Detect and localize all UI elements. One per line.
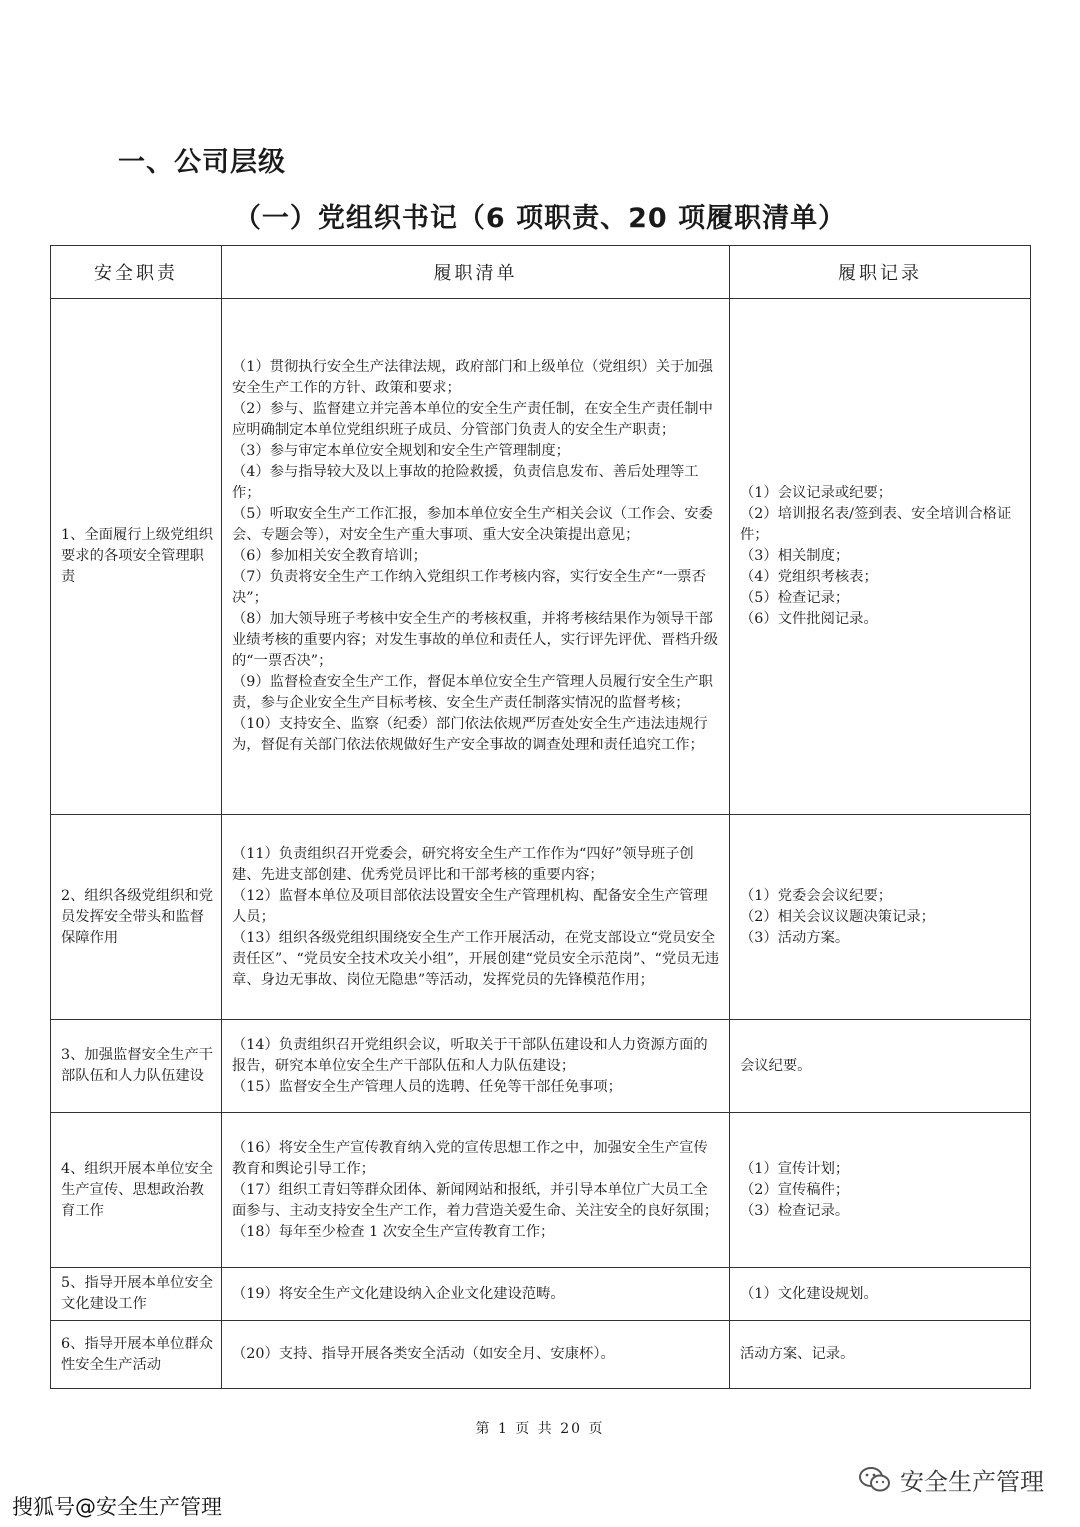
checklist-item: （13）组织各级党组织围绕安全生产工作开展活动，在党支部设立“党员安全责任区”、“党员安全技术攻关小组”，开展创建“党员安全示范岗”、“党员无违章、身边无事故、岗位无隐患”等活动，发挥党员的先锋模范作用； — [232, 929, 720, 988]
record-item: 会议纪要。 — [740, 1057, 812, 1074]
checklist-item: （17）组织工青妇等群众团体、新闻网站和报纸，并引导本单位广大员工全面参与、主动支持安全生产工作，着力营造关爱生命、关注安全的良好氛围； — [232, 1181, 719, 1219]
duty-cell: 4、组织开展本单位安全生产宣传、思想政治教育工作 — [51, 1113, 222, 1268]
sohu-watermark: 搜狐号@安全生产管理 — [12, 1495, 222, 1519]
checklist-cell — [222, 299, 730, 815]
checklist-cell — [222, 1113, 730, 1268]
record-item: （4）党组织考核表； — [740, 569, 878, 585]
record-item: （1）文化建设规划。 — [740, 1285, 878, 1302]
checklist-item: （14）负责组织召开党组织会议，听取关于干部队伍建设和人力资源方面的报告，研究本单位安全生产干部队伍和人力队伍建设； — [232, 1036, 708, 1074]
checklist-item: （9）监督检查安全生产工作，督促本单位安全生产管理人员履行安全生产职责，参与企业安全生产目标考核、安全生产责任制落实情况的监督考核； — [232, 674, 713, 711]
checklist-item: （8）加大领导班子考核中安全生产的考核权重，并将考核结果作为领导干部业绩考核的重要内容；对发生事故的单位和责任人，实行评先评优、晋档升级的“一票否决”； — [232, 611, 719, 669]
wechat-icon — [858, 1466, 892, 1494]
record-item: （5）检查记录； — [740, 590, 850, 606]
duty-cell: 6、指导开展本单位群众性安全生产活动 — [51, 1321, 222, 1389]
duty-cell: 5、指导开展本单位安全文化建设工作 — [51, 1268, 222, 1321]
checklist-cell — [222, 1268, 730, 1321]
checklist-item: （5）听取安全生产工作汇报，参加本单位安全生产相关会议（工作会、安委会、专题会等），对安全生产重大事项、重大安全决策提出意见； — [232, 506, 713, 543]
checklist-item: （2）参与、监督建立并完善本单位的安全生产责任制，在安全生产责任制中应明确制定本单位党组织班子成员、分管部门负责人的安全生产职责； — [232, 401, 713, 438]
duty-cell: 1、全面履行上级党组织要求的各项安全管理职责 — [51, 299, 222, 815]
checklist-item: （6）参加相关安全教育培训； — [232, 548, 427, 564]
table-row — [51, 1321, 1031, 1389]
table-row — [51, 1020, 1031, 1113]
record-item: （1）宣传计划； — [740, 1160, 850, 1177]
table-row — [51, 1268, 1031, 1321]
duty-cell: 2、组织各级党组织和党员发挥安全带头和监督保障作用 — [51, 815, 222, 1020]
checklist-item: （7）负责将安全生产工作纳入党组织工作考核内容，实行安全生产“一票否决”； — [232, 569, 706, 606]
duty-cell: 3、加强监督安全生产干部队伍和人力队伍建设 — [51, 1020, 222, 1113]
records-cell — [730, 1020, 1031, 1113]
record-item: 活动方案、记录。 — [740, 1346, 855, 1362]
checklist-item: （18）每年至少检查 1 次安全生产宣传教育工作； — [232, 1223, 555, 1240]
checklist-item: （19）将安全生产文化建设纳入企业文化建设范畴。 — [232, 1285, 565, 1302]
record-item: （1）党委会会议纪要； — [740, 887, 893, 904]
checklist-cell — [222, 1020, 730, 1113]
record-item: （2）培训报名表/签到表、安全培训合格证件； — [740, 506, 1012, 543]
record-item: （6）文件批阅记录。 — [740, 611, 878, 627]
page-number: 第 1 页 共 20 页 — [475, 1421, 605, 1437]
column-header-records: 履职记录 — [730, 246, 1031, 299]
checklist-cell — [222, 815, 730, 1020]
checklist-item: （10）支持安全、监察（纪委）部门依法依规严厉查处安全生产违法违规行为，督促有关部门依法依规做好生产安全事故的调查处理和责任追究工作； — [232, 716, 708, 753]
table-header-row — [51, 246, 1031, 299]
checklist-item: （12）监督本单位及项目部依法设置安全生产管理机构、配备安全生产管理人员； — [232, 887, 708, 925]
checklist-item: （11）负责组织召开党委会，研究将安全生产工作作为“四好”领导班子创建、先进支部创建、优秀党员评比和干部考核的重要内容； — [232, 845, 694, 883]
record-item: （3）相关制度； — [740, 548, 850, 564]
records-cell — [730, 1268, 1031, 1321]
record-item: （1）会议记录或纪要； — [740, 485, 893, 501]
column-header-checklist: 履职清单 — [222, 246, 730, 299]
column-header-duty: 安全职责 — [51, 246, 222, 299]
checklist-item: （20）支持、指导开展各类安全活动（如安全月、安康杯）。 — [232, 1346, 615, 1362]
table-row — [51, 815, 1031, 1020]
checklist-item: （15）监督安全生产管理人员的选聘、任免等干部任免事项； — [232, 1078, 622, 1095]
section-heading: 一、公司层级 — [118, 147, 286, 178]
checklist-cell — [222, 1321, 730, 1389]
checklist-item: （4）参与指导较大及以上事故的抢险救援，负责信息发布、善后处理等工作； — [232, 464, 699, 501]
records-cell — [730, 815, 1031, 1020]
record-item: （2）相关会议议题决策记录； — [740, 908, 935, 925]
checklist-item: （16）将安全生产宣传教育纳入党的宣传思想工作之中，加强安全生产宣传教育和舆论引导工作； — [232, 1139, 708, 1177]
subsection-heading: （一）党组织书记（6 项职责、20 项履职清单） — [233, 203, 847, 234]
table-row — [51, 1113, 1031, 1268]
wechat-account-name: 安全生产管理 — [900, 1468, 1044, 1496]
duty-table — [50, 245, 1031, 1389]
record-item: （2）宣传稿件； — [740, 1181, 850, 1198]
checklist-item: （1）贯彻执行安全生产法律法规，政府部门和上级单位（党组织）关于加强安全生产工作的方针、政策和要求； — [232, 359, 713, 396]
wechat-watermark — [858, 1462, 1044, 1497]
checklist-item: （3）参与审定本单位安全规划和安全生产管理制度； — [232, 443, 570, 459]
records-cell — [730, 1113, 1031, 1268]
table-row — [51, 299, 1031, 815]
records-cell — [730, 1321, 1031, 1389]
record-item: （3）活动方案。 — [740, 929, 850, 946]
records-cell — [730, 299, 1031, 815]
record-item: （3）检查记录。 — [740, 1202, 850, 1219]
